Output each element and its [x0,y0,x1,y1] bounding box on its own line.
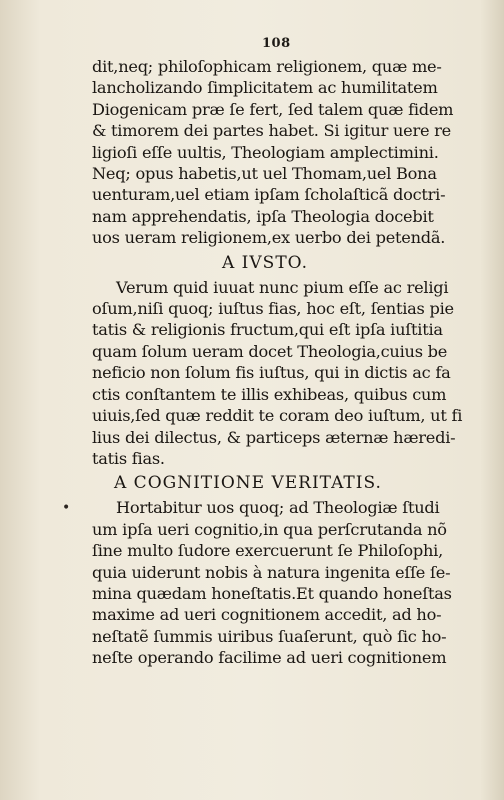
text-line: uenturam,uel etiam ipſam ſcholaſticã doctri- [92,185,446,205]
text-line: neficio non ſolum fis iuſtus, qui in dictis ac fa [92,363,451,383]
text-line: Neq; opus habetis,ut uel Thomam,uel Bona [92,164,437,184]
page-number: 108 [262,36,291,51]
text-line: ligioſi eſſe uultis, Theologiam amplectimini. [92,142,439,162]
text-line: quam ſolum ueram docet Theologia,cuius be [92,341,448,361]
text-line: neſtatẽ ſummis uiribus ſuaſerunt, quò ſic ho- [92,626,447,646]
text-line: tatis & religionis fructum,qui eſt ipſa iuſtitia [92,320,443,340]
text-line: quia uiderunt nobis à natura ingenita eſſe ſe- [92,562,451,582]
text-line: lius dei dilectus, & particeps æternæ hæredi- [92,427,456,447]
text-line: maxime ad ueri cognitionem accedit, ad ho- [92,605,442,625]
paragraph-1 [92,56,482,249]
text-line: Diogenicam præ ſe fert, ſed talem quæ fidem [92,99,454,119]
text-line: Verum quid iuuat nunc pium eſſe ac religi [116,277,449,297]
text-line: mina quædam honeſtatis.Et quando honeſtas [92,583,452,603]
text-line: uos ueram religionem,ex uerbo dei petendã. [92,228,446,248]
text-line: ctis conſtantem te illis exhibeas, quibus cum [92,384,447,404]
text-line: lancholizando ſimplicitatem ac humilitatem [92,78,438,98]
text-line: nam apprehendatis, ipſa Theologia docebit [92,206,434,226]
text-line: & timorem dei partes habet. Si igitur uere re [92,121,451,141]
text-block [92,56,482,669]
text-line: Hortabitur uos quoq; ad Theologiæ ſtudi [116,498,440,518]
section-heading-iusto: A IVSTO. [222,252,309,273]
section-heading-cognitione: A COGNITIONE VERITATIS. [114,473,382,494]
text-line: oſum,niſi quoq; iuſtus fias, hoc eſt, ſentias pie [92,299,454,319]
text-line: dit,neq; philoſophicam religionem, quæ me- [92,57,442,76]
margin-mark: • [62,500,71,516]
paragraph-3 [92,497,482,668]
text-line: um ipſa ueri cognitio,in qua perſcrutanda nõ [92,519,447,539]
text-line: neſte operando facilime ad ueri cognitionem [92,648,447,668]
text-line: uiuis,ſed quæ reddit te coram deo iuſtum, ut fi [92,406,463,426]
text-line: tatis fias. [92,448,165,468]
text-line: ſine multo ſudore exercuerunt ſe Philoſophi, [92,541,443,561]
paragraph-2 [92,277,482,470]
